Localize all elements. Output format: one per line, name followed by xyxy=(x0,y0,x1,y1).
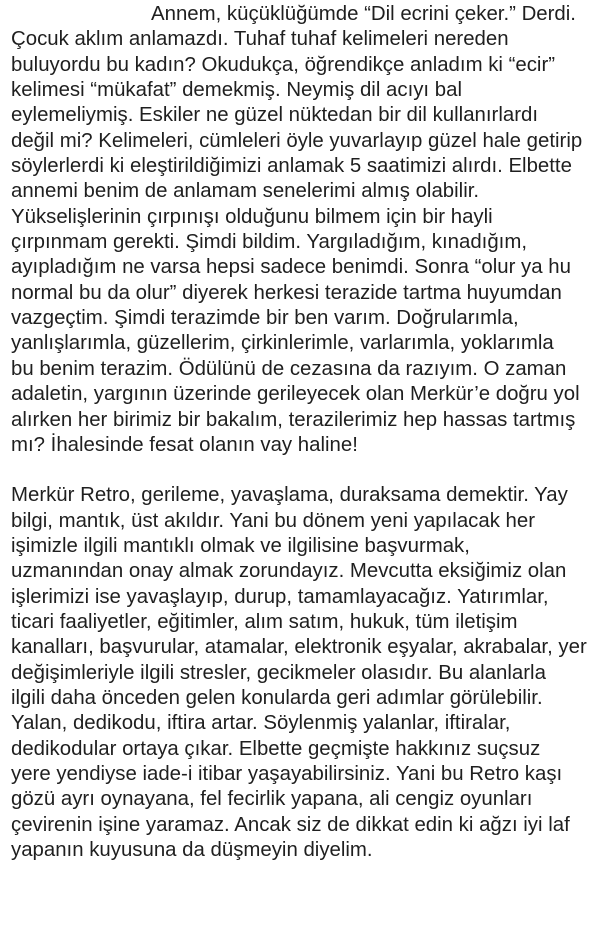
text-line: mı? İhalesinde fesat olanın vay haline! xyxy=(11,433,358,456)
text-line: ticari faaliyetler, eğitimler, alım satım, hukuk, tüm iletişim xyxy=(11,610,518,633)
text-line: çırpınmam gerekti. Şimdi bildim. Yargıladığım, kınadığım, xyxy=(11,231,527,254)
text-line: çevirenin işine yaramaz. Ancak siz de dikkat edin ki ağzı iyi laf xyxy=(11,813,570,836)
text-line: bu benim terazim. Ödülünü de cezasına da razıyım. O zaman xyxy=(11,357,567,380)
text-line: ayıpladığım ne varsa hepsi sadece benimdi. Sonra “olur ya hu xyxy=(11,256,571,279)
text-line: normal bu da olur” diyerek herkesi terazide tartma huyumdan xyxy=(11,281,562,304)
text-line: buluyordu bu kadın? Okudukça, öğrendikçe anladım ki “ecir” xyxy=(11,53,556,76)
text-line: Merkür Retro, gerileme, yavaşlama, duraksama demektir. Yay xyxy=(11,484,568,507)
text-line: yapanın kuyusuna da düşmeyin diyelim. xyxy=(11,839,373,861)
text-line: dedikodular ortaya çıkar. Elbette geçmişte hakkınız suçsuz xyxy=(11,737,541,760)
text-line: adaletin, yargının üzerinde gerileyecek olan Merkür’e doğru yol xyxy=(11,383,580,406)
paragraph-2 xyxy=(11,483,594,863)
text-line: işlerimizi ise yavaşlayıp, durup, tamamlayacağız. Yatırımlar, xyxy=(11,585,549,608)
text-line: Çocuk aklım anlamazdı. Tuhaf tuhaf kelimeleri nereden xyxy=(11,28,509,51)
text-line: değişimleriyle ilgili stresler, gecikmeler olasıdır. Bu alanlarla xyxy=(11,661,546,684)
paragraph-spacer xyxy=(11,458,594,483)
text-line: eylemeliymiş. Eskiler ne güzel nüktedan bir dil kullanırlardı xyxy=(11,104,538,127)
text-line: alırken her birimiz bir bakalım, terazilerimiz hep hassas tartmış xyxy=(11,408,576,431)
text-line: vazgeçtim. Şimdi terazimde bir ben varım. Doğrularımla, xyxy=(11,307,519,330)
text-line: değil mi? Kelimeleri, cümleleri öyle yuvarlayıp güzel hale getirip xyxy=(11,129,583,152)
text-line: ilgili daha önceden gelen konularda geri adımlar görülebilir. xyxy=(11,686,543,709)
text-line: söylerlerdi ki eleştirildiğimizi anlamak 5 saatimizi alırdı. Elbette xyxy=(11,155,572,178)
text-line: kanalları, başvurular, atamalar, elektronik eşyalar, akrabalar, yer xyxy=(11,636,587,659)
text-line: Annem, küçüklüğümde “Dil ecrini çeker.” Derdi. xyxy=(151,3,576,25)
text-line: yere yendiyse iade-i itibar yaşayabilirsiniz. Yani bu Retro kaşı xyxy=(11,762,563,785)
text-line: Yalan, dedikodu, iftira artar. Söylenmiş yalanlar, iftiralar, xyxy=(11,712,511,735)
paragraph-1 xyxy=(11,2,594,458)
text-line: annemi benim de anlamam senelerimi almış olabilir. xyxy=(11,180,480,203)
text-line: gözü ayrı oynayana, fel fecirlik yapana, ali cengiz oyunları xyxy=(11,788,533,811)
text-line: kelimesi “mükafat” demekmiş. Neymiş dil acıyı bal xyxy=(11,79,462,102)
text-line: işimizle ilgili mantıklı olmak ve ilgilisine başvurmak, xyxy=(11,534,470,557)
text-line: Yükselişlerinin çırpınışı olduğunu bilmem için bir hayli xyxy=(11,205,493,228)
text-line: uzmanından onay almak zorundayız. Mevcutta eksiğimiz olan xyxy=(11,560,567,583)
text-line: bilgi, mantık, üst akıldır. Yani bu dönem yeni yapılacak her xyxy=(11,509,536,532)
text-line: yanlışlarımla, güzellerim, çirkinlerimle, varlarımla, yoklarımla xyxy=(11,332,554,355)
